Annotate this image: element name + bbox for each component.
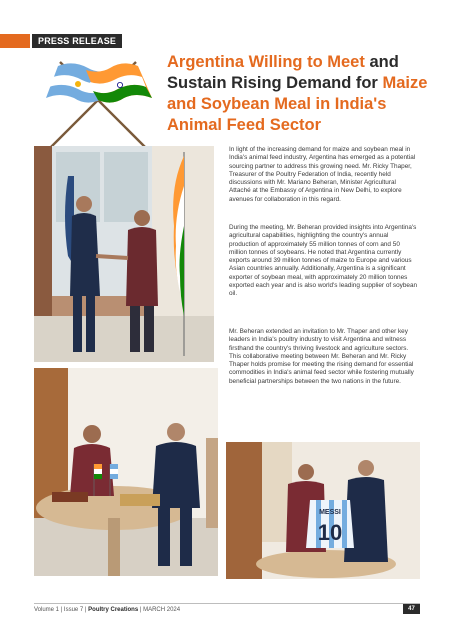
body-paragraph-2: During the meeting, Mr. Beheran provided insights into Argentina's agricultural capabilities, highlighting the country's annual production of approximately 55 million tonnes of corn and 50 million tonnes of soybeans. He noted that Argentina currently exports around 39 million tonnes of maize to Europe and various Asian countries annually. Additionally, Argentina is a significant exporter of soybean meal, with approximately 20 million tonnes exported each year and is also world's leading supplier of soybean oil.	[229, 224, 418, 298]
body-paragraph-1: In light of the increasing demand for maize and soybean meal in India's animal feed industry, Argentina has emerged as a potential sourcing partner to address this growing need. Mr. Ricky Thaper, Treasurer of the Poultry Federation of India, recently held discussions with Mr. Mariano Beheran, Minister Agricultural Attaché at the Embassy of Argentina in New Delhi, to explore avenues for collaboration in this regard.	[229, 146, 416, 203]
header-accent-bar	[0, 34, 30, 48]
press-release-badge: PRESS RELEASE	[32, 34, 122, 48]
title-part-1: Argentina Willing to Meet	[167, 53, 365, 71]
footer-magazine: Poultry Creations	[88, 607, 139, 613]
page-number: 47	[403, 604, 420, 614]
jersey-name: MESSI	[319, 509, 341, 516]
seated-meeting-photo	[34, 368, 218, 576]
jersey-presentation-photo	[226, 442, 420, 579]
handshake-photo	[34, 146, 214, 362]
title-part-3: Maize and Soybean Meal in India's Animal Feed Sector	[167, 74, 428, 134]
footer-divider	[34, 603, 420, 604]
title-part-2: and Sustain Rising Demand for	[167, 53, 399, 92]
footer-date: | MARCH 2024	[138, 607, 181, 613]
body-paragraph-3: Mr. Beheran extended an invitation to Mr. Thaper and other key leaders in India's poultry industry to visit Argentina and witness firsthand the country's thriving livestock and agriculture sectors. This collaborative meeting between Mr. Beheran and Mr. Ricky Thaper holds promise for meeting the rising demand for essential commodities in India's animal feed sector while fostering mutually beneficial partnerships between the two nations in the future.	[229, 328, 414, 385]
footer-volume: Volume 1 | Issue 7 |	[34, 607, 89, 613]
crossed-flags-icon	[28, 56, 168, 156]
footer-text	[34, 607, 180, 613]
article-title	[167, 52, 442, 136]
jersey-number: 10	[317, 520, 343, 545]
